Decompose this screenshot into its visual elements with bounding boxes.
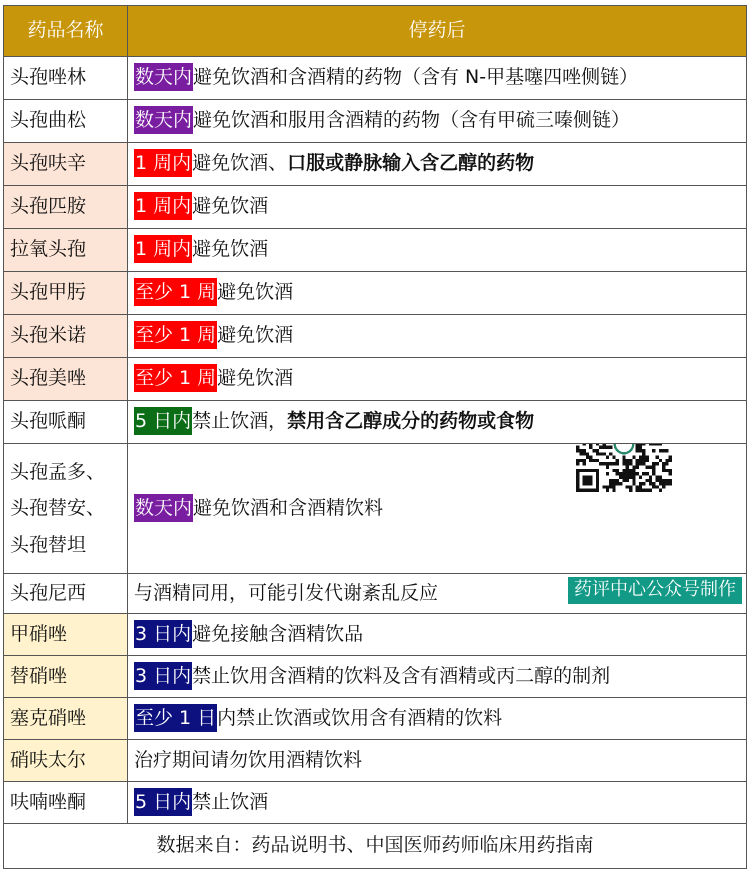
note-cell — [128, 186, 747, 229]
time-highlight: 至少 1 周 — [134, 321, 217, 349]
note-cell — [128, 315, 747, 358]
note-cell — [128, 401, 747, 444]
note-text: 避免饮酒、 — [192, 152, 288, 175]
table-row — [4, 574, 747, 614]
note-cell — [128, 272, 747, 315]
table-row — [4, 143, 747, 186]
time-highlight: 3 日内 — [134, 662, 192, 690]
drug-name: 头孢曲松 — [4, 100, 128, 143]
drug-name: 头孢唑林 — [4, 57, 128, 100]
group-note — [128, 444, 747, 574]
drug-name: 呋喃唑酮 — [4, 782, 128, 824]
group-drug-names — [4, 444, 128, 574]
note-cell — [128, 100, 747, 143]
note-text: 内禁止饮酒或饮用含有酒精的饮料 — [217, 706, 503, 729]
time-highlight: 3 日内 — [134, 620, 192, 648]
table-row — [4, 57, 747, 100]
time-highlight: 1 周内 — [134, 192, 192, 220]
time-highlight: 1 周内 — [134, 149, 192, 177]
drug-name: 头孢哌酮 — [4, 401, 128, 444]
note-text: 与酒精同用，可能引发代谢紊乱反应 — [134, 581, 439, 604]
drug-name: 头孢尼西 — [4, 574, 128, 614]
time-highlight: 数天内 — [134, 494, 193, 522]
note-text: 避免饮酒和服用含酒精的药物（含有甲硫三嗪侧链） — [193, 109, 631, 132]
note-cell — [128, 740, 747, 782]
drug-name: 甲硝唑 — [4, 614, 128, 656]
note-bold-text: 口服或静脉输入含乙醇的药物 — [287, 152, 535, 175]
footer-row — [4, 824, 747, 869]
drug-name: 硝呋太尔 — [4, 740, 128, 782]
drug-name: 头孢甲肟 — [4, 272, 128, 315]
group-drug-name-2: 头孢替安、 — [10, 497, 106, 520]
drug-name: 头孢美唑 — [4, 358, 128, 401]
note-cell — [128, 656, 747, 698]
table-row — [4, 315, 747, 358]
note-text: 治疗期间请勿饮用酒精饮料 — [134, 748, 363, 771]
header-row — [4, 6, 747, 57]
note-text: 避免饮酒和含酒精饮料 — [193, 496, 384, 519]
note-text: 避免饮酒 — [192, 195, 269, 218]
drug-name: 头孢呋辛 — [4, 143, 128, 186]
header-drug-name: 药品名称 — [4, 6, 128, 57]
time-highlight: 5 日内 — [134, 407, 192, 435]
group-drug-name-1: 头孢孟多、 — [10, 461, 106, 484]
drug-name: 塞克硝唑 — [4, 698, 128, 740]
table-row — [4, 782, 747, 824]
source-footnote: 数据来自：药品说明书、中国医师药师临床用药指南 — [4, 824, 747, 869]
watermark-badge: 药评中心公众号制作 — [568, 577, 742, 604]
note-cell — [128, 229, 747, 272]
table-row — [4, 229, 747, 272]
note-cell — [128, 574, 747, 614]
table-row — [4, 401, 747, 444]
table-row — [4, 656, 747, 698]
note-cell — [128, 614, 747, 656]
table-row — [4, 272, 747, 315]
note-text: 禁止饮酒， — [192, 410, 288, 433]
table-row — [4, 740, 747, 782]
time-highlight: 至少 1 日 — [134, 704, 217, 732]
note-text: 避免饮酒 — [217, 281, 294, 304]
drug-name: 头孢米诺 — [4, 315, 128, 358]
time-highlight: 数天内 — [134, 63, 193, 91]
group-drug-name-3: 头孢替坦 — [10, 533, 87, 556]
time-highlight: 5 日内 — [134, 788, 192, 816]
note-text: 禁止饮酒 — [192, 790, 269, 813]
drug-alcohol-table — [3, 5, 747, 869]
note-cell — [128, 143, 747, 186]
drug-name: 替硝唑 — [4, 656, 128, 698]
time-highlight: 1 周内 — [134, 235, 192, 263]
note-text: 避免饮酒 — [192, 238, 269, 261]
note-text: 避免饮酒和含酒精的药物（含有 N-甲基噻四唑侧链） — [193, 66, 639, 89]
header-after-stopping: 停药后 — [128, 6, 747, 57]
table-row — [4, 100, 747, 143]
table-row — [4, 698, 747, 740]
note-cell — [128, 782, 747, 824]
time-highlight: 至少 1 周 — [134, 278, 217, 306]
note-bold-text: 禁用含乙醇成分的药物或食物 — [287, 410, 535, 433]
time-highlight: 数天内 — [134, 106, 193, 134]
drug-name: 拉氧头孢 — [4, 229, 128, 272]
note-cell — [128, 698, 747, 740]
note-cell — [128, 57, 747, 100]
drug-name: 头孢匹胺 — [4, 186, 128, 229]
note-text: 避免接触含酒精饮品 — [192, 622, 364, 645]
note-text: 禁止饮用含酒精的饮料及含有酒精或丙二醇的制剂 — [192, 664, 611, 687]
note-cell — [128, 358, 747, 401]
table-body-2 — [4, 614, 747, 824]
time-highlight: 至少 1 周 — [134, 364, 217, 392]
table-row-group — [4, 444, 747, 574]
table-row — [4, 186, 747, 229]
qr-code-icon — [576, 444, 672, 493]
table-row — [4, 614, 747, 656]
note-text: 避免饮酒 — [217, 367, 294, 390]
table-body — [4, 57, 747, 444]
note-text: 避免饮酒 — [217, 324, 294, 347]
table-row — [4, 358, 747, 401]
